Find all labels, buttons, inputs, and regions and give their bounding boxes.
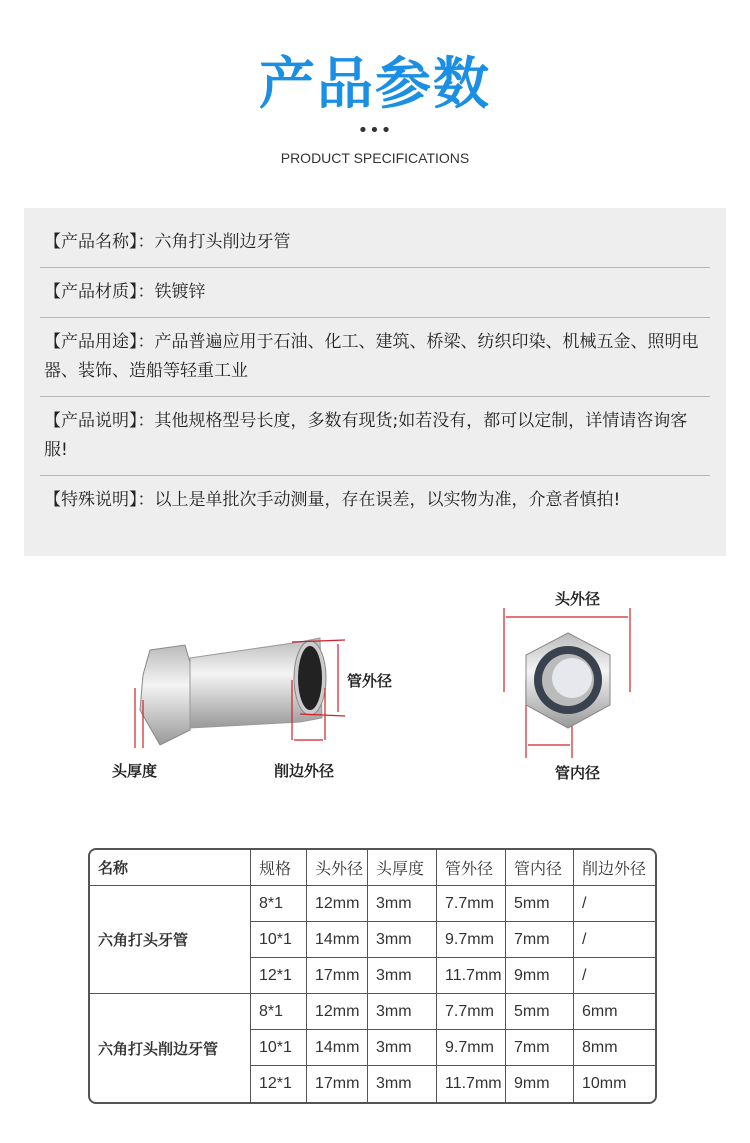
cell: 9mm xyxy=(506,1066,574,1102)
label-pipe-outer: 管外径 xyxy=(347,672,393,690)
header-head-outer: 头外径 xyxy=(307,850,368,886)
cell: 12mm xyxy=(307,994,368,1030)
cell: 7mm xyxy=(506,922,574,958)
label-head-thickness: 头厚度 xyxy=(112,762,158,780)
cell: 8*1 xyxy=(251,886,307,922)
header-spec: 规格 xyxy=(251,850,307,886)
page-title: 产品参数 xyxy=(259,52,491,117)
cell: 7.7mm xyxy=(437,994,506,1030)
pipe-front-view xyxy=(526,633,610,728)
cell: 7mm xyxy=(506,1030,574,1066)
cell: / xyxy=(574,958,655,994)
spec-value: 其他规格型号长度，多数有现货;如若没有，都可以定制，详情请咨询客服! xyxy=(44,411,688,460)
cell: / xyxy=(574,886,655,922)
spec-table xyxy=(88,848,657,1104)
table-header-row xyxy=(90,850,655,886)
cell: 8mm xyxy=(574,1030,655,1066)
cell: 9mm xyxy=(506,958,574,994)
cell: 9.7mm xyxy=(437,1030,506,1066)
spec-key: 【产品材质】： xyxy=(44,282,155,302)
cell: 8*1 xyxy=(251,994,307,1030)
group-name: 六角打头削边牙管 xyxy=(90,994,251,1102)
spec-value: 以上是单批次手动测量，存在误差，以实物为准，介意者慎拍! xyxy=(154,490,621,510)
spec-value: 产品普遍应用于石油、化工、建筑、桥梁、纺织印染、机械五金、照明电器、装饰、造船等轻重工业 xyxy=(44,332,699,381)
cell: 14mm xyxy=(307,1030,368,1066)
cell: 10mm xyxy=(582,1075,627,1092)
cell: 17mm xyxy=(307,958,368,994)
cell: 5mm xyxy=(506,886,574,922)
cell: 11.7mm xyxy=(437,1066,506,1102)
spec-row-note xyxy=(40,476,710,525)
cell: 3mm xyxy=(368,1066,437,1102)
spec-row-description xyxy=(40,397,710,476)
header-head-thickness: 头厚度 xyxy=(368,850,437,886)
page-subtitle: PRODUCT SPECIFICATIONS xyxy=(280,150,470,166)
cell: 3mm xyxy=(368,958,437,994)
spec-row-name xyxy=(40,208,710,268)
dimension-diagram xyxy=(0,580,750,790)
label-pipe-inner: 管内径 xyxy=(555,764,601,782)
cell: 14mm xyxy=(307,922,368,958)
label-head-outer: 头外径 xyxy=(555,590,601,608)
label-trim-outer: 削边外径 xyxy=(274,762,335,780)
spec-key: 【产品说明】： xyxy=(44,411,155,431)
cell: 9.7mm xyxy=(437,922,506,958)
spec-panel xyxy=(24,208,726,556)
cell: 10*1 xyxy=(251,1030,307,1066)
cell: 6mm xyxy=(574,994,655,1030)
cell: 3mm xyxy=(368,922,437,958)
cell: 12mm xyxy=(307,886,368,922)
table-row xyxy=(90,886,655,922)
cell: 7.7mm xyxy=(437,886,506,922)
header-pipe-outer: 管外径 xyxy=(437,850,506,886)
header-pipe-inner: 管内径 xyxy=(506,850,574,886)
spec-value: 六角打头削边牙管 xyxy=(154,232,291,252)
spec-key: 【产品用途】： xyxy=(44,332,155,352)
spec-key: 【产品名称】： xyxy=(44,232,155,252)
cell: 12*1 xyxy=(251,958,307,994)
header-trim-outer: 削边外径 xyxy=(574,850,655,886)
header-name: 名称 xyxy=(90,850,251,886)
cell: 17mm xyxy=(307,1066,368,1102)
cell: 3mm xyxy=(368,1030,437,1066)
spec-key: 【特殊说明】： xyxy=(44,490,155,510)
spec-row-usage xyxy=(40,318,710,397)
cell: 10*1 xyxy=(251,922,307,958)
title-dots: ••• xyxy=(357,120,393,141)
spec-row-material xyxy=(40,268,710,318)
cell: 3mm xyxy=(368,994,437,1030)
cell: 11.7mm xyxy=(437,958,506,994)
cell: / xyxy=(574,922,655,958)
group-name: 六角打头牙管 xyxy=(90,886,251,994)
cell: 12*1 xyxy=(251,1066,307,1102)
table-row xyxy=(90,994,655,1030)
pipe-side-view xyxy=(140,638,326,745)
cell: 3mm xyxy=(368,886,437,922)
spec-value: 铁镀锌 xyxy=(154,282,206,302)
cell: 5mm xyxy=(506,994,574,1030)
